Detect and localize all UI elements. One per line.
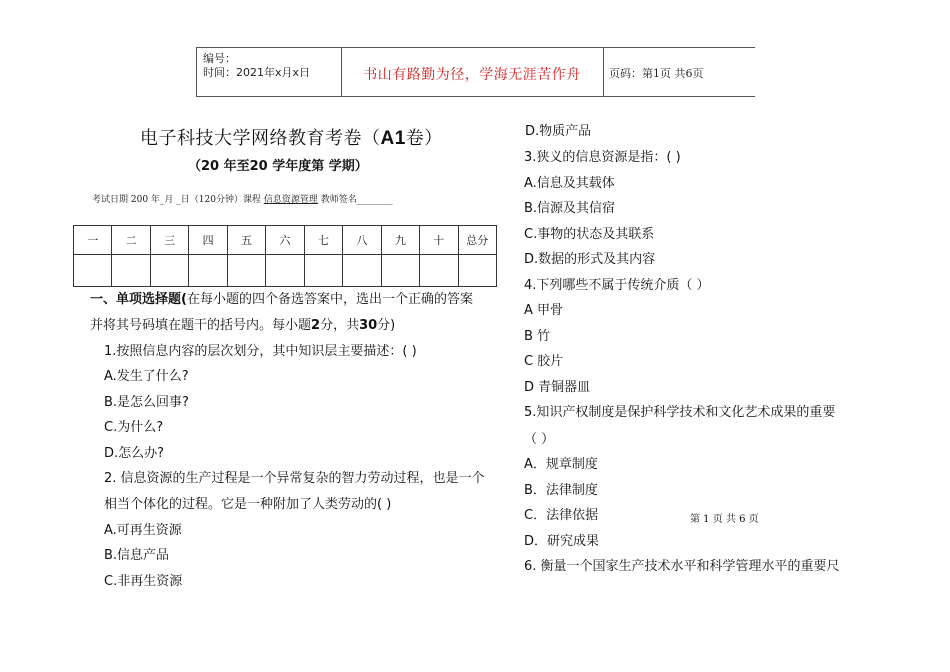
score-value-cell [189,255,227,287]
section1-instruction-text2: 并将其号码填在题干的括号内。每小题 [90,318,312,333]
question-6-stem: 6. 衡量一个国家生产技术水平和科学管理水平的重要尺 [524,559,840,574]
q4-option-d: D 青铜器皿 [524,380,591,395]
header-id-cell [197,48,342,96]
header-page-info: 页码：第1页 共6页 [609,67,704,80]
score-header-cell: 四 [189,226,227,255]
exam-title-main: 电子科技大学网络教育考卷（ [140,128,381,149]
score-table [73,225,497,287]
section1-instruction-line1 [90,288,473,307]
page-footer-number: 第 1 页 共 6 页 [690,514,759,525]
exam-subtitle: （20 年至20 学年度第 学期） [188,159,368,174]
question-5-blank: （ ） [524,432,555,447]
q4-option-c: C 胶片 [524,354,564,369]
question-2-stem-cont: 相当个体化的过程。它是一种附加了人类劳动的( ) [104,497,392,512]
score-header-cell-total: 总分 [458,226,496,255]
q4-option-a: A 甲骨 [524,303,564,318]
score-value-cell [150,255,188,287]
exam-header-box [196,47,755,97]
question-2-stem: 2. 信息资源的生产过程是一个异常复杂的智力劳动过程，也是一个 [104,471,485,486]
score-header-cell: 三 [150,226,188,255]
q2-option-a: A.可再生资源 [104,523,182,538]
section1-points-each: 2 [311,318,321,333]
section1-instruction-line2 [90,314,395,333]
q5-option-d: D．研究成果 [524,534,600,549]
q5-option-c: C．法律依据 [524,508,599,523]
q1-option-d: D.怎么办? [104,446,165,461]
q3-option-d: D.数据的形式及其内容 [524,252,656,267]
id-label: 编号： [203,52,236,65]
score-header-cell: 十 [420,226,458,255]
score-header-cell: 二 [112,226,150,255]
score-header-cell: 五 [227,226,265,255]
meta-course: 信息资源管理 [263,195,318,205]
q1-option-a: A.发生了什么? [104,369,189,384]
score-table-header-row [74,226,497,255]
q1-option-b: B.是怎么回事? [104,395,189,410]
score-header-cell: 一 [74,226,112,255]
question-3-stem: 3.狭义的信息资源是指：( ) [524,150,681,165]
motto-text: 书山有路勤为径，学海无涯苦作舟 [363,67,581,83]
score-value-cell [304,255,342,287]
section1-instruction-text3: 分，共 [320,318,360,333]
question-5-stem: 5.知识产权制度是保护科学技术和文化艺术成果的重要 [524,405,836,420]
exam-title-tail: 卷） [405,128,443,149]
question-4-stem: 4.下列哪些不属于传统介质（ ） [524,278,710,293]
date-line: 时间：2021年x月x日 [203,66,311,79]
score-value-cell [112,255,150,287]
score-value-cell [74,255,112,287]
section1-instruction-text: 在每小题的四个备选答案中，选出一个正确的答案 [186,292,473,307]
exam-title-code: A1 [380,128,406,149]
meta-date: 考试日期 200 年_月 _日（120分钟）课程 [92,195,264,205]
q3-option-c: C.事物的状态及其联系 [524,227,655,242]
section1-heading: 一、单项选择题 [90,292,182,307]
score-value-cell [266,255,304,287]
section1-paren: ( [181,292,187,307]
q2-option-c: C.非再生资源 [104,574,183,589]
score-header-cell: 六 [266,226,304,255]
meta-teacher: 教师签名________ [317,195,393,205]
q2-option-b: B.信息产品 [104,548,170,563]
q5-option-b: B．法律制度 [524,483,598,498]
q3-option-a: A.信息及其载体 [524,176,615,191]
score-header-cell: 七 [304,226,342,255]
exam-meta-line [92,192,393,205]
score-value-cell [420,255,458,287]
score-value-cell-total [458,255,496,287]
score-header-cell: 八 [343,226,381,255]
section1-instruction-text4: 分) [377,318,396,333]
score-table-value-row [74,255,497,287]
score-value-cell [343,255,381,287]
question-1-stem: 1.按照信息内容的层次划分，其中知识层主要描述：( ) [104,344,417,359]
q2-option-d: D.物质产品 [525,124,592,139]
q5-option-a: A．规章制度 [524,457,598,472]
q1-option-c: C.为什么? [104,420,164,435]
score-value-cell [381,255,419,287]
section1-points-total: 30 [359,318,378,333]
header-motto-cell [341,48,604,96]
exam-title [140,124,443,150]
score-header-cell: 九 [381,226,419,255]
q4-option-b: B 竹 [524,329,551,344]
q3-option-b: B.信源及其信宿 [524,201,616,216]
score-value-cell [227,255,265,287]
